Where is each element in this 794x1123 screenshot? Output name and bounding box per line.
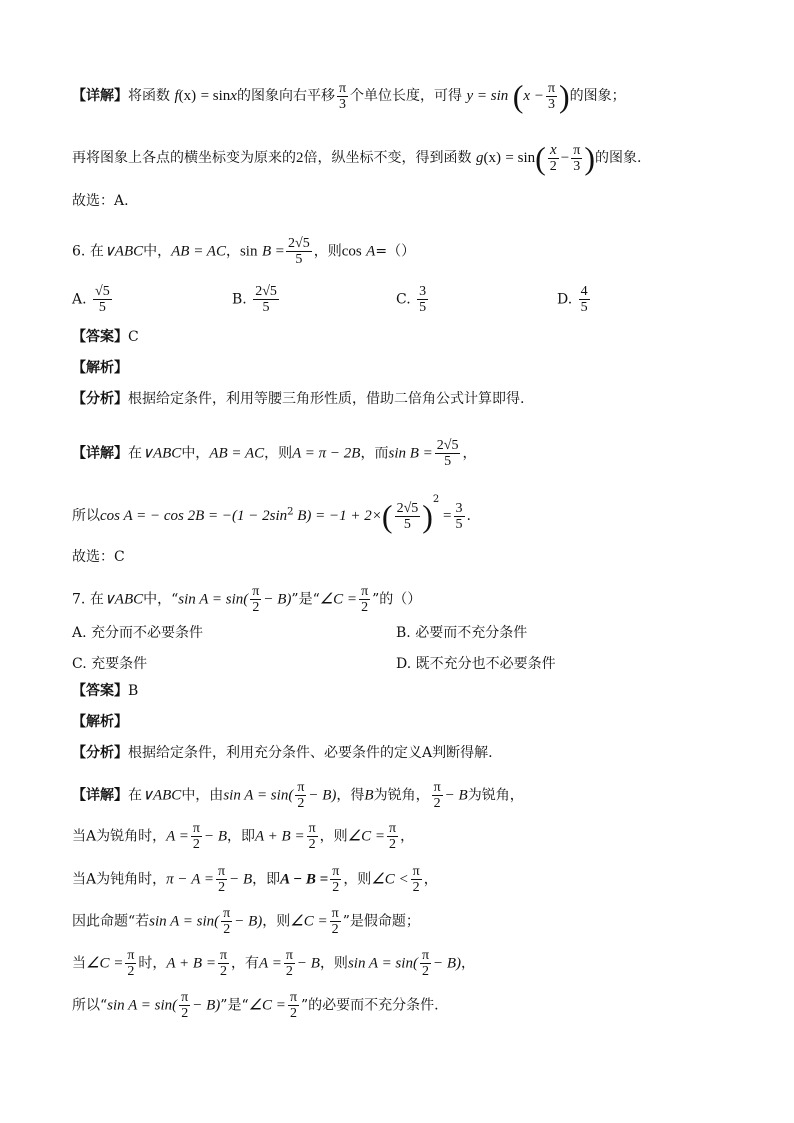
den: 5 <box>444 454 452 469</box>
triangle: ∨ABC <box>142 445 182 462</box>
text: 在 <box>128 787 142 804</box>
den: 2 <box>412 880 420 895</box>
fraction <box>435 438 461 469</box>
triangle: ∨ABC <box>103 243 144 260</box>
fraction-pi-2 <box>179 990 190 1021</box>
fraction-pi-2 <box>216 864 227 895</box>
fraction <box>93 284 112 315</box>
text: 将函数 <box>128 88 170 104</box>
den: 2 <box>192 837 200 852</box>
den: 2 <box>218 880 226 895</box>
text: ，而 <box>360 445 389 462</box>
eq: AB = AC <box>209 445 265 462</box>
detail-line-2 <box>72 142 641 174</box>
fraction-pi-2 <box>284 948 295 979</box>
detail-line-1 <box>72 80 626 112</box>
den: 2 <box>361 600 369 615</box>
analysis-6 <box>72 392 524 406</box>
question-6 <box>72 236 415 267</box>
expr: − B) <box>263 591 292 608</box>
expr: A = <box>166 828 189 845</box>
text: 再将图象上各点的横坐标变为原来的 <box>72 150 296 166</box>
den: 3 <box>339 96 346 112</box>
fraction-pi-2 <box>218 948 229 979</box>
fraction <box>454 501 465 532</box>
expr: sin A = sin( <box>107 997 178 1014</box>
option-b <box>232 284 281 315</box>
option-d <box>557 284 592 315</box>
triangle: ∨ABC <box>103 591 144 608</box>
analysis-heading: 【分析】 <box>72 745 128 761</box>
detail-heading: 【详解】 <box>72 88 128 104</box>
fraction-pi-2 <box>221 906 232 937</box>
text: ”的必要而不充分条件. <box>301 997 439 1014</box>
converse-line <box>72 948 475 979</box>
text: ， <box>423 871 438 888</box>
den: 5 <box>419 300 427 315</box>
den: 3 <box>573 158 581 174</box>
num: π <box>127 948 135 963</box>
text: 的图象向右平移 <box>236 88 335 104</box>
expr: sin A = sin( <box>178 591 249 608</box>
num: 3 <box>419 284 427 299</box>
text: ”是“ <box>291 591 320 608</box>
eq-sign: = <box>439 508 452 524</box>
den: 2 <box>332 880 340 895</box>
text: ，则 <box>313 243 342 260</box>
den: 2 <box>289 1006 297 1021</box>
den: 2 <box>252 600 260 615</box>
text: ，有 <box>231 955 260 972</box>
den: 2 <box>549 158 557 174</box>
detail-7 <box>72 780 524 811</box>
text: 个单位长度，可得 <box>350 88 463 104</box>
expr: − B <box>203 828 228 845</box>
text: 所以“ <box>72 997 108 1014</box>
num: π <box>332 864 340 879</box>
expr: A − B = <box>280 871 329 888</box>
detail-heading: 【详解】 <box>72 787 128 804</box>
text: ， <box>461 955 476 972</box>
num: π <box>297 780 305 795</box>
den: 2 <box>308 837 316 852</box>
num: π <box>338 80 347 96</box>
num: 2√5 <box>396 500 419 516</box>
num: π <box>573 142 581 158</box>
math-y-eq-sin: y = sin <box>466 88 509 104</box>
expr: sin A = sin( <box>223 787 294 804</box>
case-acute <box>72 821 414 852</box>
eq-sign: = <box>275 243 285 260</box>
fraction-x-2 <box>548 143 559 174</box>
sup: 2 <box>287 506 294 518</box>
den: 5 <box>262 300 270 315</box>
math-x-minus: x − <box>523 88 544 104</box>
text: 为锐角， <box>467 787 524 804</box>
text: ，即 <box>227 828 256 845</box>
den: 2 <box>127 964 135 979</box>
fraction <box>417 284 428 315</box>
text: 为锐角， <box>373 787 430 804</box>
num: π <box>433 780 441 795</box>
math-g: g <box>475 150 484 166</box>
fraction-pi-2 <box>330 906 341 937</box>
triangle: ∨ABC <box>142 787 182 804</box>
text: ，则 <box>262 913 291 930</box>
expr: A + B = <box>255 828 305 845</box>
math-f: f <box>174 88 179 104</box>
fraction <box>579 284 590 315</box>
num: π <box>218 864 226 879</box>
text: ，得 <box>336 787 365 804</box>
num: π <box>181 990 189 1005</box>
math-x: x <box>230 88 237 104</box>
answer-value: B <box>128 683 139 699</box>
den: 3 <box>547 96 555 112</box>
text: 在 <box>128 445 142 462</box>
label: D. <box>557 291 573 308</box>
text: 因此命题“若 <box>72 913 150 930</box>
fraction-pi-2 <box>250 584 261 615</box>
text: ，则 <box>264 445 293 462</box>
den: 2 <box>223 922 231 937</box>
num: π <box>219 948 228 963</box>
fraction-pi-3 <box>337 81 348 112</box>
expr: (1 − 2sin <box>232 508 288 524</box>
sup: 2 <box>432 494 440 506</box>
text: ，即 <box>252 871 281 888</box>
option-a <box>72 284 114 315</box>
den: 2 <box>433 796 441 811</box>
minus: − <box>560 150 570 166</box>
num: π <box>192 821 200 836</box>
text: 倍，纵坐标不变，得到函数 <box>303 150 472 166</box>
option-d: D. 既不充分也不必要条件 <box>396 656 556 672</box>
text: 时， <box>138 955 167 972</box>
answer-heading: 【答案】 <box>72 683 128 699</box>
rparen: ) <box>584 140 595 176</box>
fraction-pi-2 <box>125 948 136 979</box>
analysis-heading: 【分析】 <box>72 391 128 407</box>
case-obtuse <box>72 864 438 895</box>
text: ，则 <box>343 871 372 888</box>
den: 2 <box>331 922 339 937</box>
text: ”是“ <box>220 997 249 1014</box>
fraction <box>286 236 312 267</box>
expr: − B) <box>308 787 337 804</box>
text: ， <box>225 243 240 260</box>
expr: B) = −1 + 2× <box>293 508 382 524</box>
num: π <box>547 80 556 96</box>
var-a: A <box>366 243 376 260</box>
expr: ∠C = <box>248 997 286 1014</box>
text: 的图象. <box>594 150 642 166</box>
text: 当 <box>72 955 86 972</box>
fraction-pi-2 <box>288 990 299 1021</box>
text: ，则 <box>319 828 348 845</box>
expr: ∠C = <box>347 828 385 845</box>
fraction-pi-2 <box>432 780 443 811</box>
eq: AB = AC <box>171 243 226 260</box>
num-2: 2 <box>296 150 304 166</box>
num: π <box>388 821 397 836</box>
option-a: A. 充分而不必要条件 <box>72 625 204 641</box>
den: 2 <box>181 1006 189 1021</box>
answer-heading: 【答案】 <box>72 329 128 345</box>
num: x <box>548 143 559 159</box>
text: 中，“ <box>143 591 179 608</box>
lparen: ( <box>512 78 524 114</box>
var-b: B <box>364 787 374 804</box>
math-paren-x: (x) <box>178 88 197 104</box>
text: ，则 <box>319 955 348 972</box>
parse-heading: 【解析】 <box>72 360 128 376</box>
choose-5: 故选：A. <box>72 193 129 209</box>
option-c <box>396 284 430 315</box>
den: 2 <box>389 837 397 852</box>
eq: A = π − 2B <box>292 445 361 462</box>
expr: − B) <box>192 997 221 1014</box>
text: 的图象； <box>569 88 626 104</box>
sin: sin <box>239 243 258 260</box>
expr: sin A = sin( <box>347 955 418 972</box>
answer-6 <box>72 330 139 344</box>
label: C. <box>396 291 411 308</box>
choose-6: 故选：C <box>72 549 125 565</box>
fraction-pi-2 <box>420 948 431 979</box>
fraction-pi-2 <box>330 864 341 895</box>
detail-6b <box>72 494 471 534</box>
text: 中， <box>143 243 172 260</box>
num: π <box>285 948 293 963</box>
expr: ∠C = <box>290 913 328 930</box>
expr: ∠C < <box>371 871 409 888</box>
expr: − B <box>229 871 253 888</box>
fraction-pi-2 <box>191 821 202 852</box>
expr: cos A = − cos 2B = − <box>100 508 233 524</box>
rparen: ) <box>559 78 570 114</box>
option-c: C. 充要条件 <box>72 656 148 672</box>
num: 2√5 <box>288 236 310 251</box>
num: 3 <box>455 500 463 516</box>
parse-heading: 【解析】 <box>72 714 128 730</box>
expr: ∠C = <box>319 591 358 608</box>
fraction-pi-2 <box>411 864 422 895</box>
fraction-pi-3 <box>546 81 557 112</box>
fraction-pi-2 <box>295 780 306 811</box>
expr: sin A = sin( <box>149 913 220 930</box>
num: √5 <box>95 284 110 299</box>
rparen: ) <box>422 498 433 534</box>
math-eq-sin: = sin <box>505 150 536 166</box>
expr: A = <box>259 955 282 972</box>
num: π <box>289 990 298 1005</box>
detail-heading: 【详解】 <box>72 445 128 462</box>
den: 5 <box>455 516 463 532</box>
den: 2 <box>421 964 429 979</box>
label: A. <box>72 291 87 308</box>
text: 当A为钝角时， <box>72 871 167 888</box>
analysis-text: 根据给定条件，利用充分条件、必要条件的定义A判断得解. <box>128 745 493 761</box>
expr: A + B = <box>166 955 216 972</box>
num: 2√5 <box>255 284 277 299</box>
text: ”的（） <box>372 591 422 608</box>
num: π <box>412 864 420 879</box>
text: 所以 <box>72 508 100 524</box>
math-eq-sin: = sin <box>200 88 231 104</box>
var-b: B <box>261 243 272 260</box>
q-number: 7. <box>72 591 86 608</box>
text: ， <box>400 828 415 845</box>
den: 2 <box>297 796 305 811</box>
text: ， <box>462 445 477 462</box>
answer-7 <box>72 684 138 698</box>
text: . <box>466 508 471 524</box>
num: π <box>331 906 339 921</box>
den: 5 <box>403 516 411 532</box>
option-b: B. 必要而不充分条件 <box>396 625 528 641</box>
fraction-pi-3 <box>571 143 582 174</box>
analysis-text: 根据给定条件，利用等腰三角形性质，借助二倍角公式计算即得. <box>128 391 525 407</box>
analysis-7 <box>72 746 493 760</box>
num: 2√5 <box>436 438 459 453</box>
den: 2 <box>220 964 227 979</box>
fraction-pi-2 <box>307 821 318 852</box>
text: =（） <box>375 243 416 260</box>
fraction-pi-2 <box>387 821 398 852</box>
label: B. <box>232 291 247 308</box>
fraction-pi-2 <box>359 584 370 615</box>
den: 5 <box>98 300 106 315</box>
den: 5 <box>580 300 588 315</box>
den: 5 <box>295 252 303 267</box>
cos: cos <box>341 243 362 260</box>
text: 当A为锐角时， <box>72 828 167 845</box>
answer-value: C <box>128 329 139 345</box>
question-7 <box>72 584 421 615</box>
expr: − B <box>296 955 320 972</box>
expr: − B) <box>234 913 263 930</box>
text: 在 <box>89 591 104 608</box>
q-number: 6. <box>72 243 86 260</box>
num: π <box>308 821 316 836</box>
detail-6 <box>72 438 476 469</box>
text: 中， <box>181 445 210 462</box>
lparen: ( <box>535 140 546 176</box>
den: 2 <box>285 964 293 979</box>
fraction <box>395 501 421 532</box>
expr: ∠C = <box>86 955 124 972</box>
math-paren-x: (x) <box>483 150 501 166</box>
num: 4 <box>580 284 588 299</box>
sin-b: sin B = <box>388 445 433 462</box>
expr: π − A = <box>166 871 215 888</box>
text: 在 <box>89 243 104 260</box>
false-proposition <box>72 906 420 937</box>
num: π <box>361 584 369 599</box>
num: π <box>421 948 430 963</box>
num: π <box>252 584 260 599</box>
text: 中，由 <box>181 787 224 804</box>
text: ”是假命题； <box>342 913 420 930</box>
lparen: ( <box>381 498 393 534</box>
num: π <box>223 906 231 921</box>
fraction <box>253 284 279 315</box>
expr: − B) <box>433 955 462 972</box>
expr: − B <box>444 787 468 804</box>
conclusion-line <box>72 990 439 1021</box>
